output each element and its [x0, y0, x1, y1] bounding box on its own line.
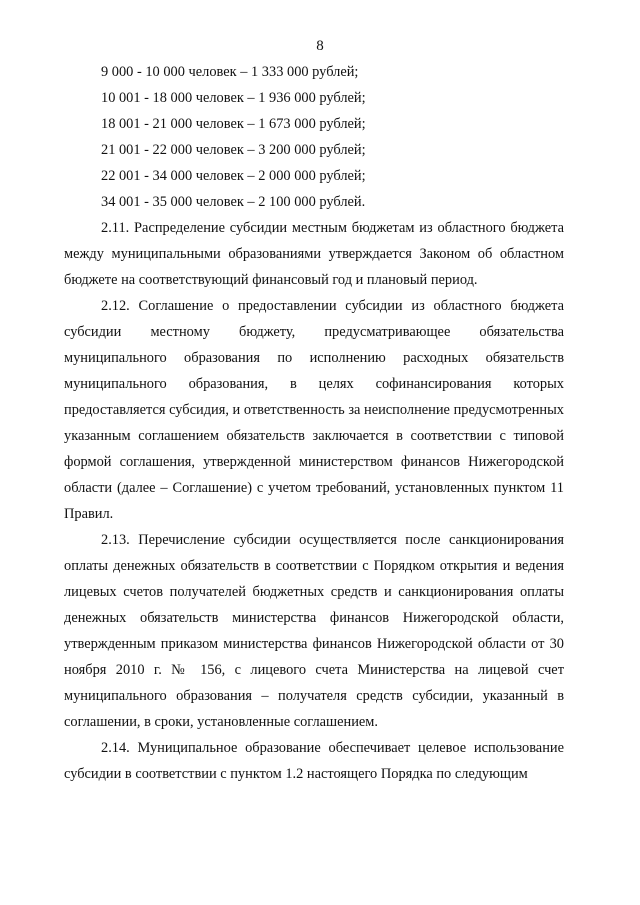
population-range-line: 10 001 - 18 000 человек – 1 936 000 рублей;	[101, 90, 366, 106]
population-range-line: 21 001 - 22 000 человек – 3 200 000 рублей;	[101, 142, 366, 158]
document-body	[64, 59, 564, 787]
paragraph-2-12: 2.12. Соглашение о предоставлении субсидии из областного бюджета субсидии местному бюджету, предусматривающее обязательства муниципального образования по исполнению расходных обязательств муниципального образования, в целях софинансирования которых предоставляется субсидия, и ответственность за неисполнение предусмотренных указанным соглашением обязательств заключается в соответствии с типовой формой соглашения, утвержденной министерством финансов Нижегородской области (далее – Соглашение) с учетом требований, установленных пунктом 11 Правил.	[64, 298, 564, 522]
population-range-line: 34 001 - 35 000 человек – 2 100 000 рублей.	[101, 194, 366, 210]
paragraph-2-11: 2.11. Распределение субсидии местным бюджетам из областного бюджета между муниципальными образованиями утверждается Законом об областном бюджете на соответствующий финансовый год и плановый период.	[64, 220, 564, 288]
paragraph-2-14: 2.14. Муниципальное образование обеспечивает целевое использование субсидии в соответствии с пунктом 1.2 настоящего Порядка по следующим	[64, 740, 564, 782]
population-range-line: 22 001 - 34 000 человек – 2 000 000 рублей;	[101, 168, 366, 184]
population-range-line: 9 000 - 10 000 человек – 1 333 000 рублей;	[101, 64, 359, 80]
paragraph-2-13: 2.13. Перечисление субсидии осуществляется после санкционирования оплаты денежных обязательств в соответствии с Порядком открытия и ведения лицевых счетов получателей бюджетных средств и санкционирования оплаты денежных обязательств министерства финансов Нижегородской области, утвержденным приказом министерства финансов Нижегородской области от 30 ноября 2010 г. № 156, с лицевого счета Министерства на лицевой счет муниципального образования – получателя средств субсидии, указанный в соглашении, в сроки, установленные соглашением.	[64, 532, 564, 730]
population-range-line: 18 001 - 21 000 человек – 1 673 000 рублей;	[101, 116, 366, 132]
page-number: 8	[316, 38, 324, 54]
